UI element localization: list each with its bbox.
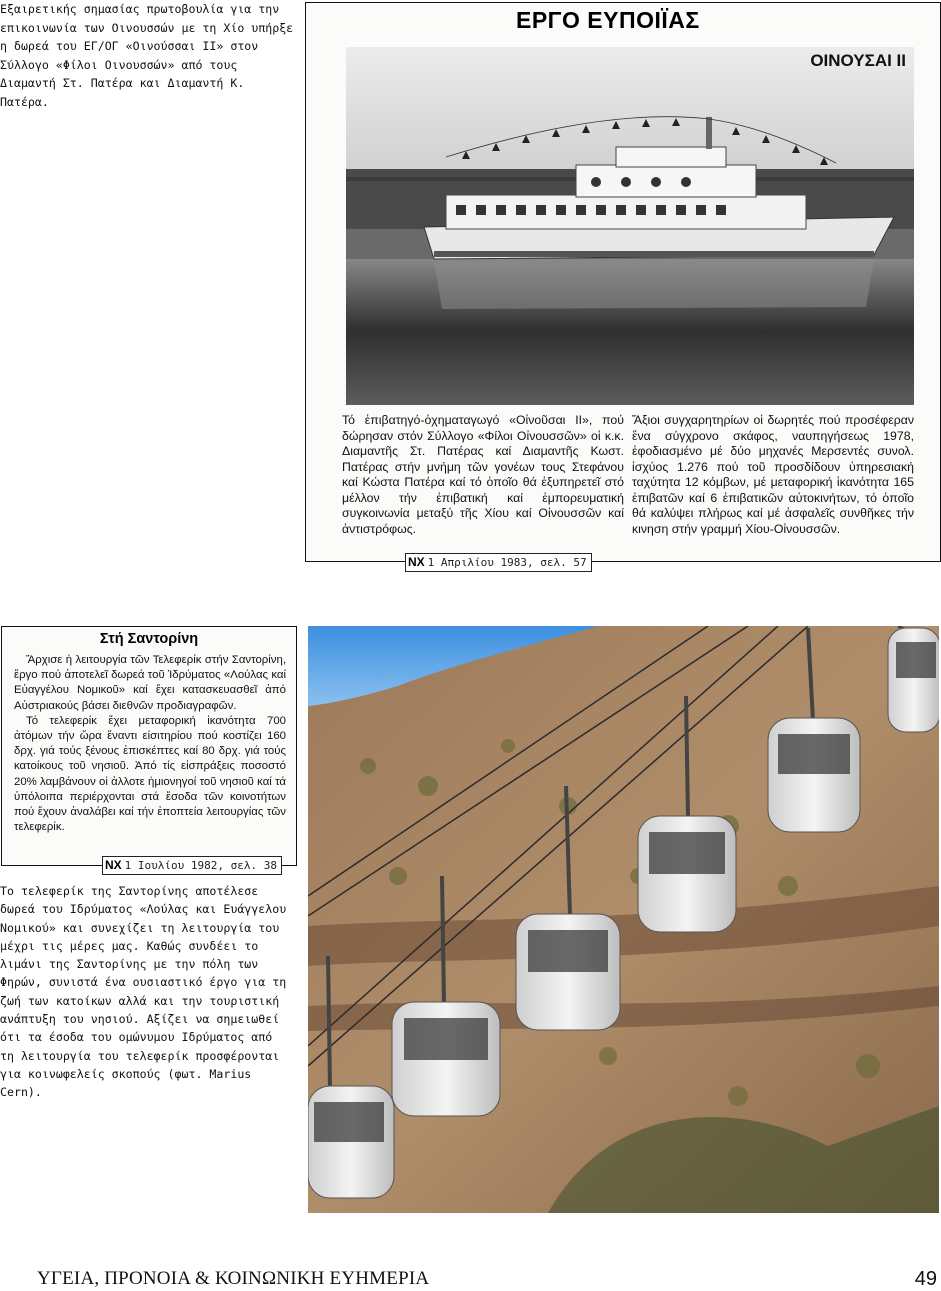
clipping-headline: Στή Σαντορίνη xyxy=(99,631,199,647)
ferry-photo xyxy=(346,47,914,405)
santorini-clipping xyxy=(1,626,297,866)
newspaper-logo: ΝΧ xyxy=(408,555,425,569)
source-citation-text: 1 Ιουλίου 1982, σελ. 38 xyxy=(124,859,277,872)
clipping-column-left-text: Τό ἐπιβατηγό-ὀχηματαγωγό «Οἰνοῦσαι ΙΙ», πού δώρησαν στόν Σύλλογο «Φίλοι Οἰνουσσῶν» οἱ κ.κ. Διαμαντῆς Στ. Πατέρας καί Διαμαντῆς Κωστ. Πατέρας στήν μνήμη τῶν γονέων τους Στεφάνου καί Κώστα Πατέρα καί τό ὁποῖο θά ἐξυπηρετεῖ στό μέλλον τήν ἐπιβατική καί ἐμπορευματική συγκοινωνία μεταξύ τῆς Χίου καί Οἰνουσσῶν καί ἀντιστρόφως. xyxy=(342,413,624,536)
ferry-photo-illustration xyxy=(346,47,914,405)
cable-car-photo xyxy=(308,626,939,1213)
clipping-column-left xyxy=(342,413,624,537)
cable-car-paragraph xyxy=(0,882,292,1102)
ferry-clipping xyxy=(305,2,941,562)
magazine-title: ΥΓΕΙΑ, ΠΡΟΝΟΙΑ & ΚΟΙΝΩΝΙΚΗ ΕΥΗΜΕΡΙΑ xyxy=(37,1268,430,1289)
clipping-body xyxy=(14,653,286,835)
clipping-paragraph: Τό τελεφερίκ ἔχει μεταφορική ἱκανότητα 700 ἀτόμων τήν ὥρα ἔναντι εἰσιτηρίου πού κοστίζει 160 δρχ. γιά τούς ξένους ἐπισκέπτες καί 80 δρχ. γιά τούς κατοίκους τοῦ νησιοῦ. Ἀπό τίς εἰσπράξεις ποσοστό 20% λαμβάνουν οἱ ἀλλοτε ἡμιονηγοί τοῦ νησιοῦ καί τά ὑπόλοιπα περιέρχονται στά ἔσοδα τῶν κοινοτήτων πού ἔχουν ἀναλάβει καί τήν ἐποπτεία λειτουργίας τῶν τελεφερίκ. xyxy=(14,714,286,834)
clipping-column-right-text: Ἄξιοι συγχαρητηρίων οἱ δωρητές πού προσέφεραν ἕνα σύγχρονο σκάφος, ναυπηγήσεως 1978, ἐφοδιασμένο μέ δύο μηχανές Μερσεντές συνολ. ἰσχύος 1.276 πού τοῦ προσδίδουν ὑπηρεσιακή ταχύτητα 12 κόμβων, μέ μεταφορική ἱκανότητα 165 ἐπιβατῶν καί 6 ἐπιβατικῶν αὐτοκινήτων, τό ὁποῖο θά καλύψει πλήρως καί μέ ἀσφαλεῖς συνθῆκες τήν κινηση στήν γραμμή Χίου-Οἰνουσσῶν. xyxy=(632,413,914,536)
intro-paragraph xyxy=(0,0,296,111)
source-citation-ferry xyxy=(405,553,592,572)
clipping-headline: ΕΡΓΟ ΕΥΠΟΙΪΑΣ xyxy=(516,7,700,33)
cable-car-text: Το τελεφερίκ της Σαντορίνης αποτέλεσε δωρεά του Ιδρύματος «Λούλας και Ευάγγελου Νομικού» και συνεχίζει τη λειτουργία του μέχρι τις μέρες μας. Καθώς συνδέει το λιμάνι της Σαντορίνης με την πόλη των Φηρών, συνιστά ένα ουσιαστικό έργο για τη ζωή των κατοίκων αλλά και την τουριστική ανάπτυξη του νησιού. Αξίζει να σημειωθεί ότι τα έσοδα του ομώνυμου Ιδρύματος από τη λειτουργία του τελεφερίκ προσφέρονται για κοινωφελείς σκοπούς (φωτ. Marius Cern). xyxy=(0,884,287,1100)
source-citation-santorini xyxy=(102,856,282,875)
cable-car-photo-illustration xyxy=(308,626,939,1213)
boat-name-label: ΟΙΝΟΥΣΑΙ ΙΙ xyxy=(810,51,906,70)
clipping-column-right xyxy=(632,413,914,537)
clipping-paragraph: Ἄρχισε ἡ λειτουργία τῶν Τελεφερίκ στήν Σαντορίνη, ἔργο πού ἀποτελεῖ δωρεά τοῦ Ἱδρύματος «Λούλας καί Εὐαγγέλου Νομικοῦ» καί ἔχει κατασκευασθεῖ ἀπό Αὐστριακούς βάσει διεθνῶν προδιαγραφῶν. xyxy=(14,654,286,712)
intro-text: Εξαιρετικής σημασίας πρωτοβουλία για την επικοινωνία των Οινουσσών με τη Χίο υπήρξε η δωρεά του ΕΓ/ΟΓ «Οινούσσαι ΙΙ» στον Σύλλογο «Φίλοι Οινουσσών» από τους Διαμαντή Στ. Πατέρα και Διαμαντή Κ. Πατέρα. xyxy=(0,2,294,109)
source-citation-text: 1 Απριλίου 1983, σελ. 57 xyxy=(427,556,587,569)
page-number: 49 xyxy=(914,1268,937,1290)
newspaper-logo: ΝΧ xyxy=(105,858,122,872)
